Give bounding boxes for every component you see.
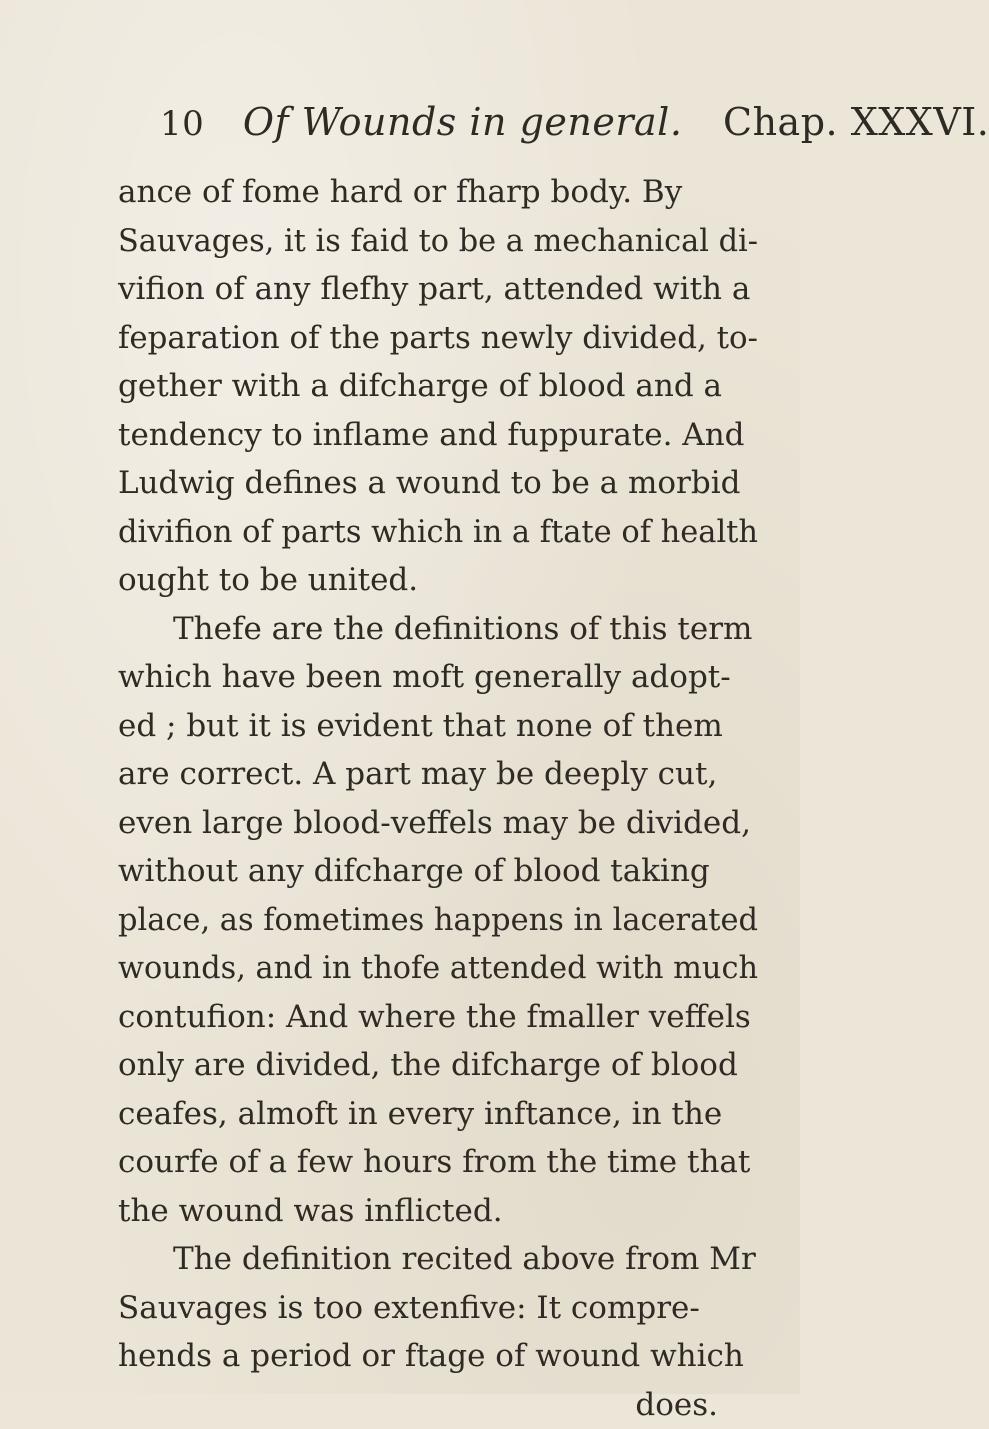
paragraph-start-line: The definition recited above from Mr [118, 1235, 758, 1284]
text-line: courfe of a few hours from the time that [118, 1138, 758, 1187]
text-line: wounds, and in thofe attended with much [118, 944, 758, 993]
text-line: vifion of any flefhy part, attended with a [118, 265, 758, 314]
text-line: even large blood-veffels may be divided, [118, 799, 758, 848]
text-line: feparation of the parts newly divided, to- [118, 314, 758, 363]
body-text [118, 168, 758, 1429]
text-line: Sauvages is too extenfive: It compre- [118, 1284, 758, 1333]
text-line: Sauvages, it is faid to be a mechanical di- [118, 217, 758, 266]
text-line: divifion of parts which in a ftate of health [118, 508, 758, 557]
text-line: without any difcharge of blood taking [118, 847, 758, 896]
text-line: hends a period or ftage of wound which [118, 1332, 758, 1381]
chapter-label: Chap. XXXVI. [723, 100, 989, 144]
text-line: ed ; but it is evident that none of them [118, 702, 758, 751]
text-line: ance of fome hard or fharp body. By [118, 168, 758, 217]
catchword: does. [118, 1381, 758, 1429]
text-line: are correct. A part may be deeply cut, [118, 750, 758, 799]
text-line: tendency to inflame and fuppurate. And [118, 411, 758, 460]
paragraph-start-line: Thefe are the definitions of this term [118, 605, 758, 654]
text-line: gether with a difcharge of blood and a [118, 362, 758, 411]
page-number: 10 [160, 104, 204, 144]
text-line: which have been moft generally adopt- [118, 653, 758, 702]
text-line: the wound was inflicted. [118, 1187, 758, 1236]
text-line: Ludwig defines a wound to be a morbid [118, 459, 758, 508]
text-line: ought to be united. [118, 556, 758, 605]
running-head [160, 100, 760, 150]
running-title: Of Wounds in general. [243, 100, 683, 144]
text-line: place, as fometimes happens in lacerated [118, 896, 758, 945]
text-line: ceafes, almoft in every inftance, in the [118, 1090, 758, 1139]
text-line: only are divided, the difcharge of blood [118, 1041, 758, 1090]
text-line: contufion: And where the fmaller veffels [118, 993, 758, 1042]
